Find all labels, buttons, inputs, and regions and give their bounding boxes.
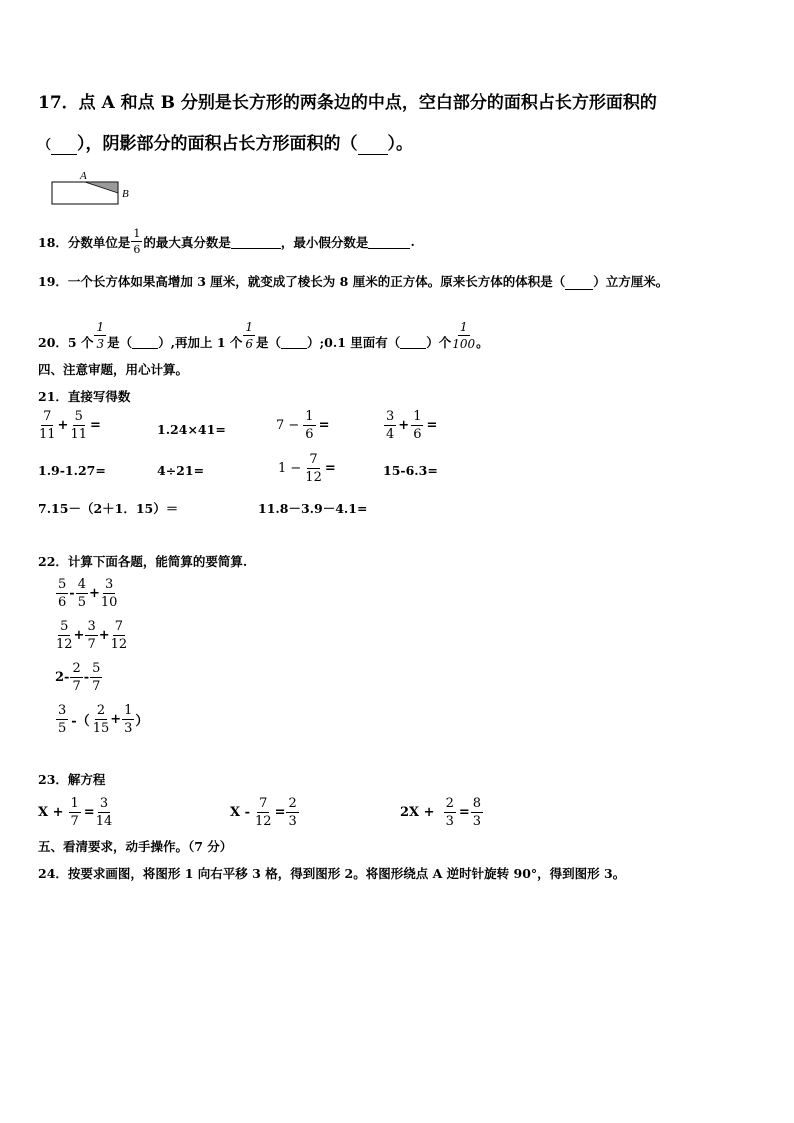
q20-fraction-3: $\frac{1}{100}$: [452, 319, 476, 351]
q20-blank-1[interactable]: [132, 336, 158, 349]
q19: [38, 272, 668, 290]
section-4-heading: 四、注意审题，用心计算。: [38, 362, 189, 377]
q18-prefix: 18．分数单位是: [38, 234, 131, 250]
q20-p4: 是（: [256, 335, 282, 350]
q24-text: 24．按要求画图，将图形 1 向右平移 3 格，得到图形 2。将图形绕点 A 逆时针旋转 90°，得到图形 3。: [38, 866, 626, 881]
q22-expr-1: $\frac{5}{6}$ - $\frac{4}{5}$ + $\frac{3}{10}$: [58, 577, 118, 610]
q18-end: .: [410, 234, 415, 249]
q21-r2-b: 4÷21=: [157, 463, 205, 478]
q20-p2: 是（: [107, 335, 133, 350]
q17-blank-2[interactable]: [358, 134, 388, 155]
q17-close: ）。: [387, 134, 414, 154]
q17-mid: ），阴影部分的面积占长方形面积的（: [77, 134, 358, 154]
point-a-label: A: [80, 170, 87, 182]
q18: [38, 228, 415, 255]
q23-title: 23．解方程: [38, 772, 106, 787]
section-5-heading: 五、看清要求，动手操作。（7 分）: [38, 839, 233, 854]
q17-line2: [38, 129, 413, 155]
q21-r2-a: 1.9-1.27=: [38, 463, 106, 478]
q20-fraction-2: $\frac{1}{6}$: [245, 319, 254, 351]
q22-expr-4: $\frac{3}{5}$ -（ $\frac{2}{15}$ + $\frac{1}{3}$ ）: [58, 703, 149, 736]
q20-p3: ）,再加上 1 个: [158, 335, 243, 350]
q18-blank-2[interactable]: [368, 234, 410, 249]
q17-blank-1[interactable]: [51, 134, 77, 155]
q21-r3-b: 11.8－3.9－4.1=: [258, 501, 368, 516]
q18-mid2: ，最小假分数是: [280, 234, 369, 250]
q23-eq-3: 2X + $\frac{2}{3}$ = $\frac{8}{3}$: [400, 796, 482, 829]
q19-end: ）立方厘米。: [593, 274, 669, 289]
q21-r3-a: 7.15－（2＋1．15）＝: [38, 501, 179, 516]
q20-p5: ）;0.1 里面有（: [307, 335, 401, 350]
q20-p7: 。: [476, 335, 489, 350]
q21-r1-c: 7 − $\frac{1}{6}$ =: [276, 409, 330, 442]
q20-p6: ）个: [426, 335, 452, 350]
q22-title: 22．计算下面各题，能简算的要简算.: [38, 554, 248, 569]
point-b-label: B: [122, 188, 129, 200]
q17-open: （: [38, 138, 52, 153]
q20: [38, 310, 489, 360]
q20-blank-3[interactable]: [400, 336, 426, 349]
q20-blank-2[interactable]: [281, 336, 307, 349]
q21-r2-d: 15-6.3=: [383, 463, 438, 478]
q18-mid: 的最大真分数是: [143, 234, 231, 250]
q18-blank-1[interactable]: [231, 234, 281, 249]
q21-r1-d: $\frac{3}{4}$ + $\frac{1}{6}$ =: [386, 409, 438, 442]
q21-title: 21．直接写得数: [38, 389, 131, 404]
q22-expr-3: 2- $\frac{2}{7}$ - $\frac{5}{7}$: [55, 661, 101, 694]
q19-blank[interactable]: [565, 274, 593, 290]
q21-r1-b: 1.24×41=: [157, 422, 226, 437]
q20-fraction-1: $\frac{1}{3}$: [96, 319, 105, 351]
q17-line1: 17．点 A 和点 B 分别是长方形的两条边的中点，空白部分的面积占长方形面积的: [38, 93, 657, 113]
q23-eq-1: X + $\frac{1}{7}$ = $\frac{3}{14}$: [38, 796, 113, 829]
q17-rectangle-figure: [48, 168, 138, 208]
q21-r2-c: 1 − $\frac{7}{12}$ =: [278, 452, 336, 485]
q20-p1: 20．5 个: [38, 335, 94, 350]
q19-text: 19．一个长方体如果高增加 3 厘米，就变成了棱长为 8 厘米的正方体。原来长方体的体积是（: [38, 274, 566, 289]
q18-fraction: $\frac{1}{6}$: [133, 227, 141, 256]
q23-eq-2: X - $\frac{7}{12}$ = $\frac{2}{3}$: [230, 796, 297, 829]
q21-r1-a: $\frac{7}{11}$ + $\frac{5}{11}$ =: [39, 409, 101, 442]
q22-expr-2: $\frac{5}{12}$ + $\frac{3}{7}$ + $\frac{7}{12}$: [56, 619, 128, 652]
